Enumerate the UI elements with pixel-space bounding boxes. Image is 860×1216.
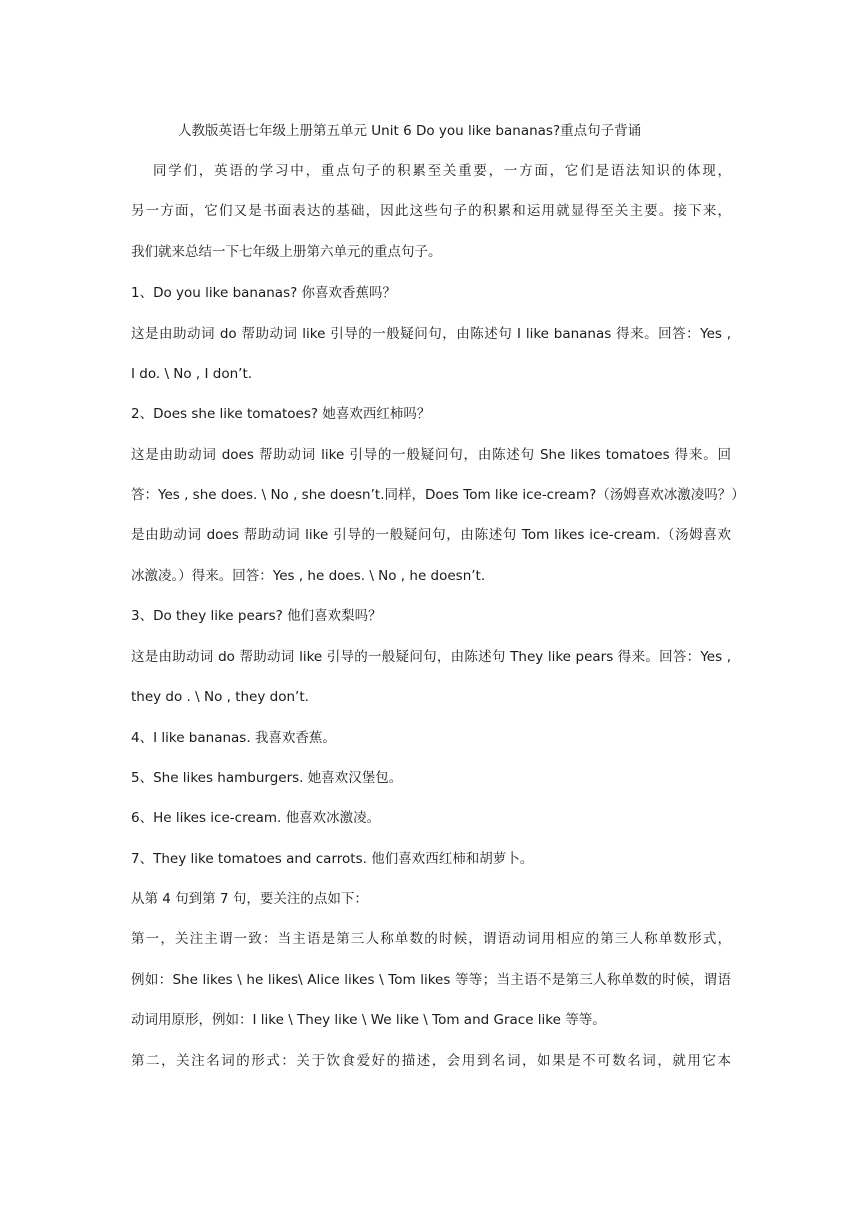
paragraph-line: 第一，关注主谓一致：当主语是第三人称单数的时候，谓语动词用相应的第三人称单数形式， [131,931,731,947]
paragraph-line: I do. \ No , I don’t. [131,366,253,382]
paragraph-line: 另一方面，它们又是书面表达的基础，因此这些句子的积累和运用就显得至关主要。接下来， [131,203,731,219]
paragraph-line: 冰激凌。）得来。回答：Yes , he does. \ No , he doesn’t. [131,568,486,584]
sentence-heading: 4、I like bananas. 我喜欢香蕉。 [131,730,336,746]
sentence-heading: 6、He likes ice-cream. 他喜欢冰激凌。 [131,810,381,826]
paragraph-line: they do . \ No , they don’t. [131,689,309,705]
paragraph-line: 这是由助动词 does 帮助动词 like 引导的一般疑问句，由陈述句 She likes tomatoes 得来。回 [131,447,731,463]
document-title: 人教版英语七年级上册第五单元 Unit 6 Do you like bananas?重点句子背诵 [178,123,642,139]
paragraph-line: 答：Yes , she does. \ No , she doesn’t.同样，Does Tom like ice-cream?（汤姆喜欢冰激凌吗？） [131,487,745,503]
sentence-heading: 1、Do you like bananas? 你喜欢香蕉吗？ [131,285,397,301]
paragraph-line: 我们就来总结一下七年级上册第六单元的重点句子。 [131,244,442,260]
paragraph-line: 这是由助动词 do 帮助动词 like 引导的一般疑问句，由陈述句 I like bananas 得来。回答：Yes , [131,326,731,342]
paragraph-line: 从第 4 句到第 7 句，要关注的点如下： [131,891,368,907]
sentence-heading: 7、They like tomatoes and carrots. 他们喜欢西红柿和胡萝卜。 [131,851,534,867]
paragraph-line: 例如：She likes \ he likes\ Alice likes \ Tom likes 等等；当主语不是第三人称单数的时候，谓语 [131,972,731,988]
paragraph-line: 动词用原形，例如：I like \ They like \ We like \ Tom and Grace like 等等。 [131,1012,606,1028]
sentence-heading: 3、Do they like pears? 他们喜欢梨吗？ [131,608,382,624]
paragraph-line: 同学们，英语的学习中，重点句子的积累至关重要，一方面，它们是语法知识的体现， [153,163,731,179]
paragraph-line: 第二，关注名词的形式：关于饮食爱好的描述，会用到名词，如果是不可数名词，就用它本 [131,1053,731,1069]
sentence-heading: 2、Does she like tomatoes? 她喜欢西红柿吗？ [131,406,431,422]
paragraph-line: 是由助动词 does 帮助动词 like 引导的一般疑问句，由陈述句 Tom likes ice-cream.（汤姆喜欢 [131,527,731,543]
sentence-heading: 5、She likes hamburgers. 她喜欢汉堡包。 [131,770,403,786]
paragraph-line: 这是由助动词 do 帮助动词 like 引导的一般疑问句，由陈述句 They like pears 得来。回答：Yes , [131,649,731,665]
